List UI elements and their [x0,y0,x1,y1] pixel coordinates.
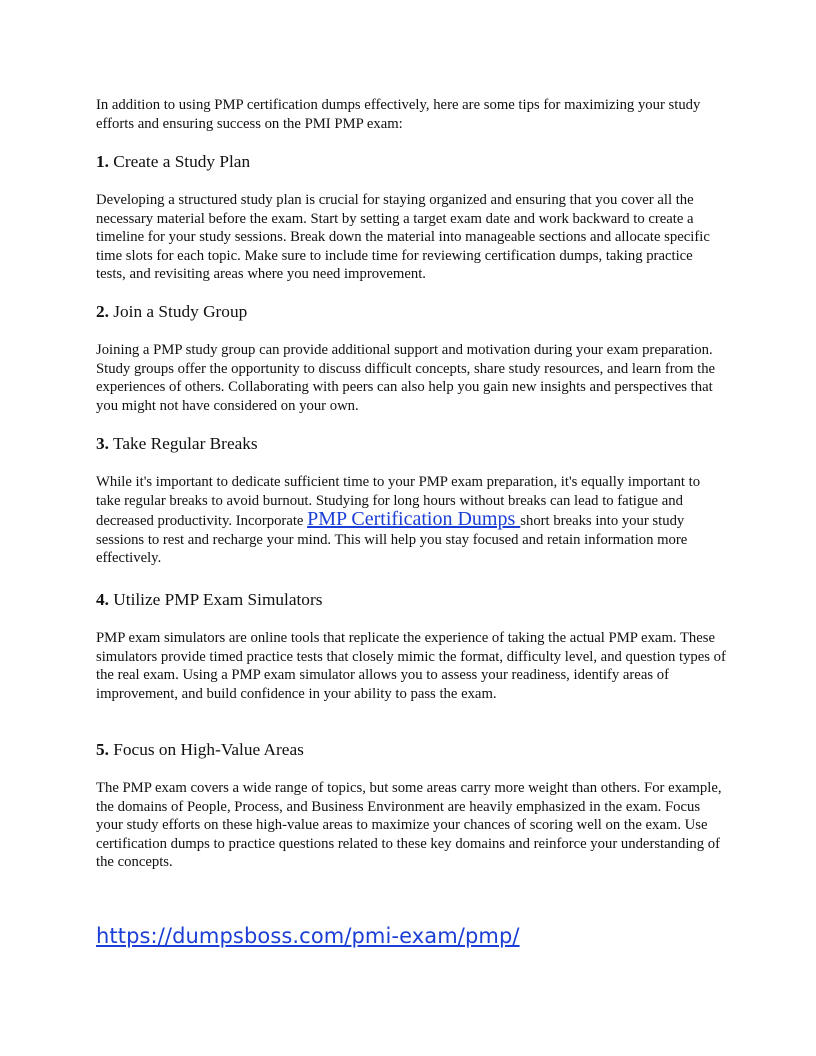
section-3-body-after: short breaks into your study sessions to rest and recharge your mind. This will help you stay focused and retain information more effectively. [96,513,688,567]
section-5-body: The PMP exam covers a wide range of topics, but some areas carry more weight than others. For example, the domains of People, Process, and Business Environment are heavily emphasized in the exam. Focus your study efforts on these high-value areas to maximize your chances of scoring well on the exam. Use certification dumps to practice questions related to these key domains and reinforce your understanding of the concepts. [96,780,722,871]
section-1-title: Create a Study Plan [113,152,251,171]
section-3-title: Take Regular Breaks [112,434,258,453]
section-1-heading [96,151,250,173]
intro-paragraph: In addition to using PMP certification dumps effectively, here are some tips for maximizing your study efforts and ensuring success on the PMI PMP exam: [96,97,701,132]
section-3-body-before: While it's important to dedicate sufficient time to your PMP exam preparation, it's equally important to take regular breaks to avoid burnout. Studying for long hours without breaks can lead to fatigue and decreased productivity. Incorporate [96,474,701,530]
pmp-certification-dumps-link[interactable]: PMP Certification Dumps [307,508,521,531]
section-1-body: Developing a structured study plan is crucial for staying organized and ensuring that you cover all the necessary material before the exam. Start by setting a target exam date and work backward to create a timeline for your study sessions. Break down the material into manageable sections and allocate specific time slots for each topic. Make sure to include time for reviewing certification dumps, taking practice tests, and revisiting areas where you need improvement. [96,192,710,283]
section-5-heading [96,739,304,761]
section-4-title: Utilize PMP Exam Simulators [113,590,323,609]
section-1-number: 1. [96,152,109,171]
section-3-heading [96,433,258,455]
section-5-number: 5. [96,740,109,759]
section-3-body [96,473,726,568]
section-5-title: Focus on High-Value Areas [113,740,304,759]
section-2-body: Joining a PMP study group can provide additional support and motivation during your exam preparation. Study groups offer the opportunity to discuss difficult concepts, share study resources, and learn from the experiences of others. Collaborating with peers can also help you gain new insights and perspectives that you might not have considered on your own. [96,342,716,414]
section-2-heading [96,301,247,323]
section-2-number: 2. [96,302,109,321]
footer-url-link[interactable]: https://dumpsboss.com/pmi-exam/pmp/ [96,924,520,948]
section-4-body: PMP exam simulators are online tools that replicate the experience of taking the actual PMP exam. These simulators provide timed practice tests that closely mimic the format, difficulty level, and question types of the real exam. Using a PMP exam simulator allows you to assess your readiness, identify areas of improvement, and build confidence in your ability to pass the exam. [96,630,726,702]
section-3-number: 3. [96,434,109,453]
section-2-title: Join a Study Group [113,302,248,321]
section-4-number: 4. [96,590,109,609]
section-4-heading [96,589,322,611]
